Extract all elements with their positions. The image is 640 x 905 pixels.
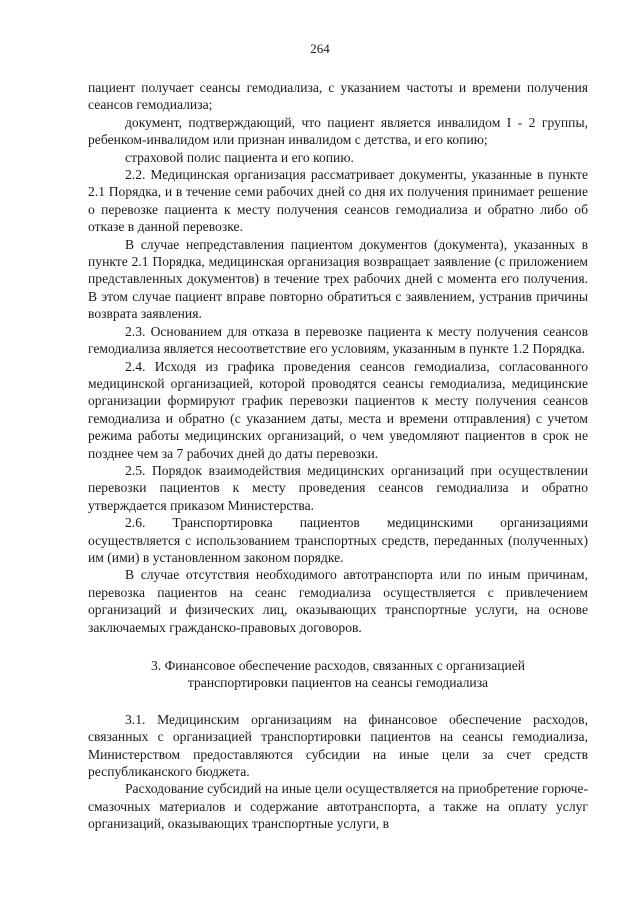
page-number: 264	[310, 41, 330, 56]
paragraph: страховой полис пациента и его копию.	[125, 149, 354, 165]
paragraph: 2.5. Порядок взаимодействия медицинских организаций при осуществлении перевозки пациентов к месту проведения сеансов гемодиализа и обратно утверждается приказом Министерства.	[88, 462, 588, 513]
paragraph: 2.3. Основанием для отказа в перевозке пациента к месту получения сеансов гемодиализа является несоответствие его условиям, указанным в пункте 1.2 Порядка.	[88, 323, 588, 357]
section-heading	[88, 657, 588, 692]
paragraph: 2.4. Исходя из графика проведения сеансов гемодиализа, согласованного медицинской организацией, которой проводятся сеансы гемодиализа, медицинские организации формируют график перевозки пациентов к месту получения сеансов гемодиализа и обратно (с указанием даты, места и времени отправления) с учетом режима работы медицинских организаций, о чем уведомляют пациентов в срок не позднее чем за 7 рабочих дней до даты перевозки.	[88, 358, 588, 461]
section-heading-line-2: транспортировки пациентов на сеансы гемодиализа	[187, 675, 489, 691]
paragraph: 3.1. Медицинским организациям на финансовое обеспечение расходов, связанных с организацией транспортировки пациентов на сеансы гемодиализа, Министерством предоставляются субсидии на иные цели за счет средств республиканского бюджета.	[88, 711, 588, 780]
paragraph: Расходование субсидий на иные цели осуществляется на приобретение горюче-смазочных материалов и содержание автотранспорта, а также на оплату услуг организаций, оказывающих транспортные услуги, в	[88, 781, 588, 832]
paragraph: документ, подтверждающий, что пациент является инвалидом I - 2 группы, ребенком-инвалидом или признан инвалидом с детства, и его копию;	[88, 114, 588, 148]
paragraph: 2.6. Транспортировка пациентов медицинскими организациями осуществляется с использованием транспортных средств, переданных (полученных) им (ими) в установленном законом порядке.	[88, 515, 588, 565]
paragraph: В случае отсутствия необходимого автотранспорта или по иным причинам, перевозка пациентов на сеанс гемодиализа осуществляется с привлечением организаций и физических лиц, оказывающих транспортные услуги, на основе заключаемых гражданско-правовых договоров.	[88, 567, 588, 635]
document-body	[88, 79, 588, 833]
paragraph: пациент получает сеансы гемодиализа, с указанием частоты и времени получения сеансов гемодиализа;	[88, 80, 588, 113]
section-heading-line-1: 3. Финансовое обеспечение расходов, связанных с организацией	[150, 658, 526, 673]
paragraph: 2.2. Медицинская организация рассматривает документы, указанные в пункте 2.1 Порядка, и в течение семи рабочих дней со дня их получения принимает решение о перевозке пациента к месту получения сеансов гемодиализа и обратно либо об отказе в данной перевозке.	[88, 167, 588, 235]
paragraph: В случае непредставления пациентом документов (документа), указанных в пункте 2.1 Порядка, медицинская организация возвращает заявление (с приложением представленных документов) в течение трех рабочих дней с момента его получения. В этом случае пациент вправе повторно обратиться с заявлением, устранив причины возврата заявления.	[88, 236, 588, 322]
